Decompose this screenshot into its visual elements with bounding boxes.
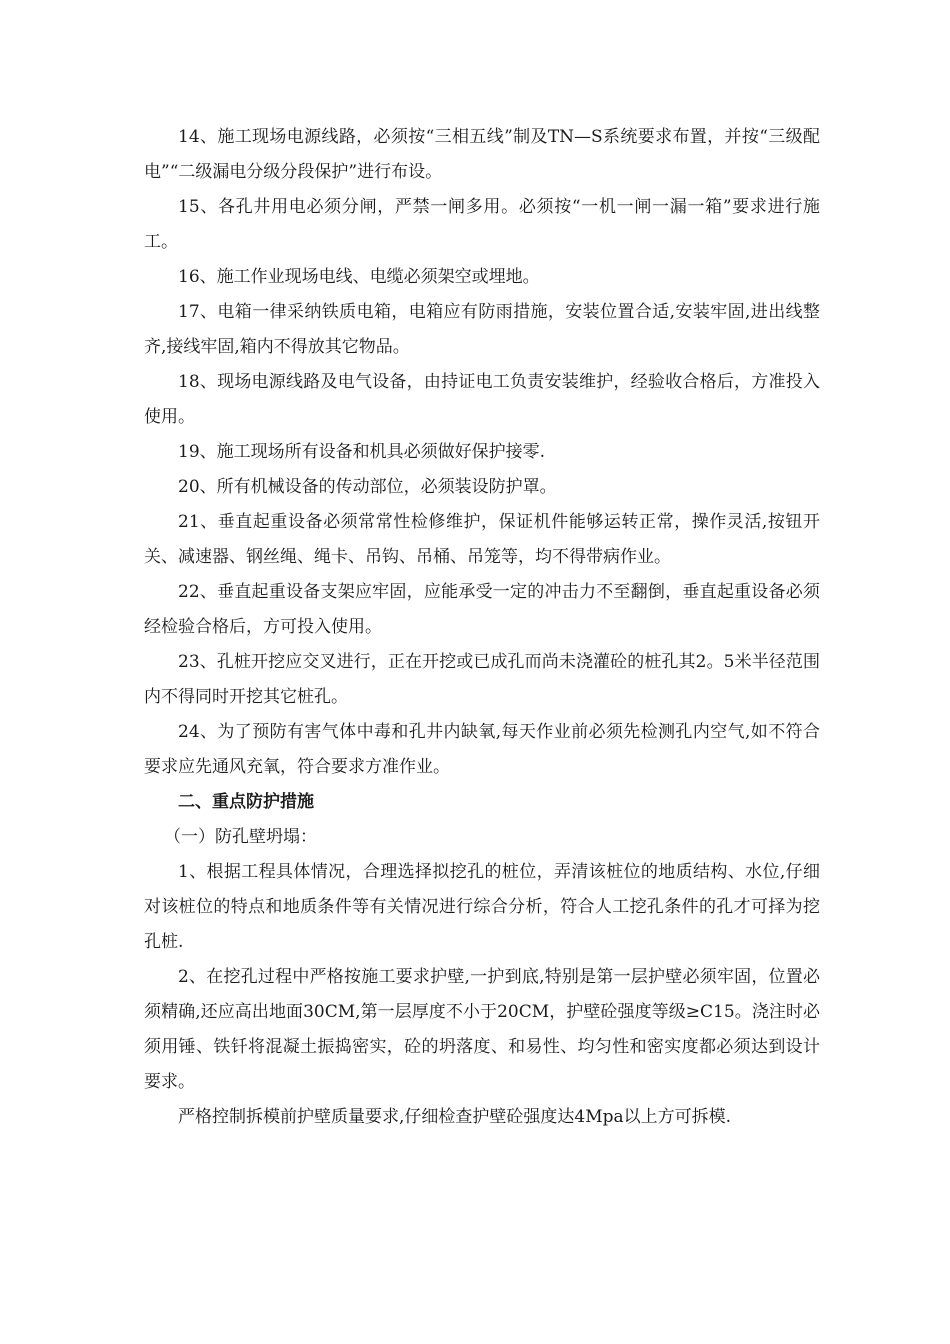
paragraph-24: 24、为了预防有害气体中毒和孔井内缺氧,每天作业前必须先检测孔内空气,如不符合要求应先通风充氧，符合要求方准作业。 bbox=[144, 722, 820, 777]
paragraph-17: 17、电箱一律采纳铁质电箱，电箱应有防雨措施，安装位置合适,安装牢固,进出线整齐,接线牢固,箱内不得放其它物品。 bbox=[144, 302, 820, 357]
section-heading: 二、重点防护措施 bbox=[178, 792, 314, 812]
paragraph-23: 23、孔桩开挖应交叉进行，正在开挖或已成孔而尚未浇灌砼的桩孔其2。5米半径范围内不得同时开挖其它桩孔。 bbox=[144, 652, 820, 707]
paragraph-14: 14、施工现场电源线路，必须按“三相五线”制及TN—S系统要求布置，并按“三级配电”“二级漏电分级分段保护”进行布设。 bbox=[144, 127, 820, 182]
document-body bbox=[144, 120, 820, 1135]
subsection-heading: （一）防孔壁坍塌： bbox=[164, 827, 317, 847]
paragraph-18: 18、现场电源线路及电气设备，由持证电工负责安装维护，经验收合格后，方准投入使用。 bbox=[144, 372, 820, 427]
paragraph-b2: 2、在挖孔过程中严格按施工要求护壁,一护到底,特别是第一层护壁必须牢固，位置必须精确,还应高出地面30CM,第一层厚度不小于20CM，护壁砼强度等级≥C15。浇注时必须用锤、铁钎将混凝土振捣密实，砼的坍落度、和易性、均匀性和密实度都必须达到设计要求。 bbox=[144, 967, 820, 1092]
paragraph-19: 19、施工现场所有设备和机具必须做好保护接零. bbox=[178, 442, 546, 462]
paragraph-b1: 1、根据工程具体情况，合理选择拟挖孔的桩位，弄清该桩位的地质结构、水位,仔细对该桩位的特点和地质条件等有关情况进行综合分析，符合人工挖孔条件的孔才可择为挖孔桩. bbox=[144, 862, 820, 952]
paragraph-15: 15、各孔井用电必须分闸，严禁一闸多用。必须按“一机一闸一漏一箱”要求进行施工。 bbox=[144, 197, 820, 252]
paragraph-20: 20、所有机械设备的传动部位，必须装设防护罩。 bbox=[178, 477, 557, 497]
paragraph-22: 22、垂直起重设备支架应牢固，应能承受一定的冲击力不至翻倒，垂直起重设备必须经检验合格后，方可投入使用。 bbox=[144, 582, 820, 637]
paragraph-21: 21、垂直起重设备必须常常性检修维护，保证机件能够运转正常，操作灵活,按钮开关、减速器、钢丝绳、绳卡、吊钩、吊桶、吊笼等，均不得带病作业。 bbox=[144, 512, 820, 567]
paragraph-b3: 严格控制拆模前护壁质量要求,仔细检查护壁砼强度达4Mpa以上方可拆模. bbox=[178, 1107, 732, 1127]
paragraph-16: 16、施工作业现场电线、电缆必须架空或埋地。 bbox=[178, 267, 540, 287]
